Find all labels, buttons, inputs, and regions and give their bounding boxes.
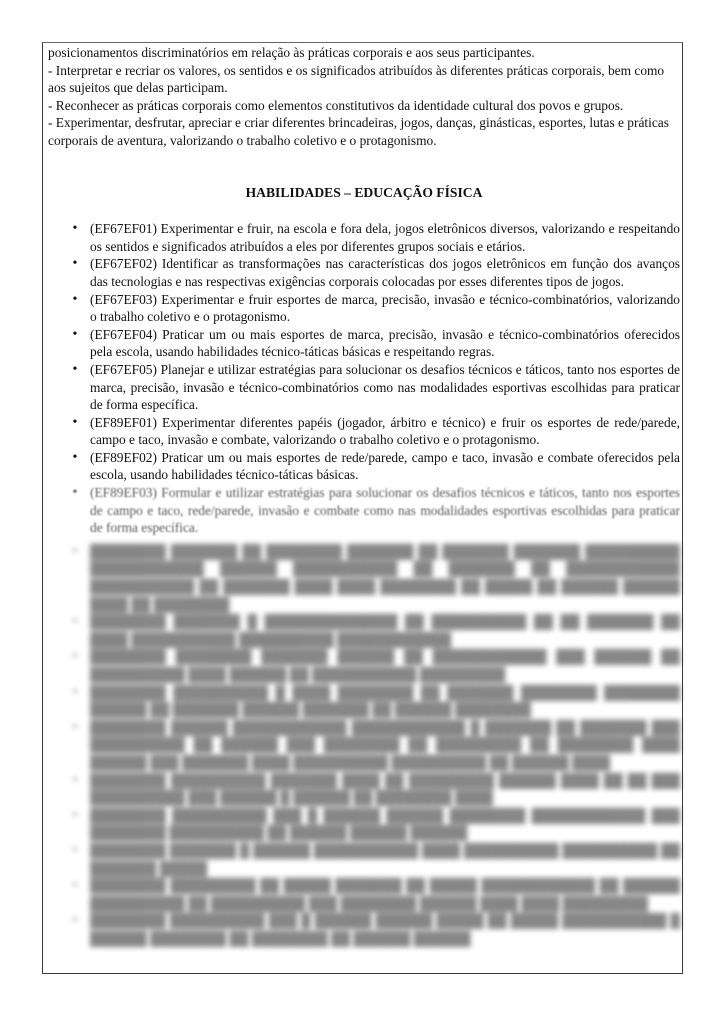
list-item	[72, 291, 680, 326]
list-item	[72, 484, 680, 537]
blurred-list-item: • ████████ ██████████ █ ████ ████████ ██ ███████ ████████ ████████ ██████ ██ ███████ ██████ ███████ ██ ██████ ████████	[90, 684, 680, 719]
blurred-list-item: • ████████ ███████ ██ ████████ ███████ ██ ███████ ███████ ██████████ ████████████ ██████ ███████████ ██ ███████ ██ ████████████ ███████████ ██ ███████ ████ ████ ████████ ██ █████ ██ ██████ ██████ ████ ██ ████████	[90, 543, 680, 613]
bullet-icon: •	[72, 485, 78, 501]
list-item-text: (EF89EF02) Praticar um ou mais esportes de rede/parede, campo e taco, invasão e combate oferecidos pela escola, usando habilidades técnico-táticas básicas.	[90, 449, 680, 483]
skills-list	[48, 220, 680, 537]
list-item	[72, 361, 680, 414]
bullet-icon: •	[72, 913, 78, 929]
list-item-text: (EF89EF03) Formular e utilizar estratégias para solucionar os desafios técnicos e táticos, tanto nos esportes de campo e taco, rede/parede, invasão e combate como nas modalidades esportivas escolhidas para praticar de forma específica.	[90, 485, 680, 536]
bullet-icon: •	[72, 361, 78, 377]
blurred-list-item: • ████████ ███████ █ ██████ ███████████ ████ ██████████ ██████████ ██ ███████ █████	[90, 842, 680, 877]
blurred-list-item: • ████████ ██████████ ███ █ ██████ ██████ █████ ██ █████ ███████████ █ ██████ ████████ ██ ████████ ██ ██████ ██████	[90, 912, 680, 947]
blurred-list-item: • ████████ ██████ ████████████ ████████████ █ ███████ ██ ███████ ███ ██████████ ██ ██████ ███ ████████ ██ █████████ ██ ████████ ████ ██████ ███ ███████ ████ ██████████ ██████████ ██ ██████ ████	[90, 719, 680, 772]
list-item-text: (EF67EF03) Experimentar e fruir esportes de marca, precisão, invasão e técnico-combinatórios, valorizando o trabalho coletivo e o protagonismo.	[90, 291, 680, 325]
intro-paragraph: - Experimentar, desfrutar, apreciar e criar diferentes brincadeiras, jogos, danças, ginásticas, esportes, lutas e práticas corporais de aventura, valorizando o trabalho coletivo e o protagonismo.	[48, 115, 669, 148]
page-content	[48, 44, 680, 948]
intro-section	[48, 44, 680, 150]
list-item-text: (EF67EF05) Planejar e utilizar estratégias para solucionar os desafios técnicos e táticos, tanto nos esportes de marca, precisão, invasão e técnico-combinatórios como nas modalidades esportivas escolhidas para praticar de forma específica.	[90, 361, 680, 413]
bullet-icon: •	[72, 256, 78, 272]
bullet-icon: •	[72, 878, 78, 894]
intro-paragraph: posicionamentos discriminatórios em relação às práticas corporais e aos seus participantes.	[48, 45, 535, 60]
intro-paragraph: - Interpretar e recriar os valores, os sentidos e os significados atribuídos às diferentes práticas corporais, bem como aos sujeitos que delas participam.	[48, 62, 665, 96]
list-item-text: (EF67EF04) Praticar um ou mais esportes de marca, precisão, invasão e técnico-combinatórios oferecidos pela escola, usando habilidades técnico-táticas básicas e respeitando regras.	[90, 326, 680, 360]
blurred-list-item: • ████████ ███████ █ ██████████████ ██ ██████████ ██ ██ ███████ ██ ████ ███████████ ██████████ ████████████	[90, 613, 680, 648]
list-item	[72, 449, 680, 484]
bullet-icon: •	[72, 543, 78, 559]
blurred-skills-list	[48, 543, 680, 948]
bullet-icon: •	[72, 649, 78, 665]
list-item	[72, 220, 680, 255]
intro-paragraph: - Reconhecer as práticas corporais como elementos constitutivos da identidade cultural dos povos e grupos.	[48, 97, 624, 113]
list-item-text: (EF89EF01) Experimentar diferentes papéis (jogador, árbitro e técnico) e fruir os esportes de rede/parede, campo e taco, invasão e combate, valorizando o trabalho coletivo e o protagonismo.	[90, 414, 680, 448]
list-item-text: (EF67EF02) Identificar as transformações nas características dos jogos eletrônicos em função dos avanços das tecnologias e nas respectivas exigências corporais colocadas por esses diferentes tipos de jogos.	[90, 256, 680, 289]
bullet-icon: •	[72, 449, 78, 465]
bullet-icon: •	[72, 221, 78, 237]
bullet-icon: •	[72, 614, 78, 630]
list-item	[72, 414, 680, 449]
bullet-icon: •	[72, 326, 78, 342]
list-item	[72, 255, 680, 290]
bullet-icon: •	[72, 414, 78, 430]
bullet-icon: •	[72, 684, 78, 700]
bullet-icon: •	[72, 842, 78, 858]
section-heading: HABILIDADES – EDUCAÇÃO FÍSICA	[245, 184, 483, 200]
bullet-icon: •	[72, 772, 78, 788]
blurred-list-item: • ████████ ██████████ ███████ ████ ██ █████████ ██████ ████ ██ ██ ███ ██████████ ███ ██████ █ ██████ ██ ████████ ████	[90, 772, 680, 807]
bullet-icon: •	[72, 291, 78, 307]
list-item	[72, 326, 680, 361]
blurred-list-item: • ████████ ██████████ ███ █ ██████ ██████ ████████ ████████████ ███ ████████ ██████████ ██ ██████ ██████ ██████	[90, 807, 680, 842]
blurred-list-item: • ████████ █████████ ██ █████ ███████ ██ █████ ████████████ ██ ██████ ██████████ ██ ██████████ ███ ████████ ██████ ████ ████ █████████	[90, 877, 680, 912]
list-item-text: (EF67EF01) Experimentar e fruir, na escola e fora dela, jogos eletrônicos diversos, valorizando e respeitando os sentidos e significados atribuídos a eles por diferentes grupos sociais e etários.	[90, 221, 680, 254]
blurred-list-item: • ████████ ████████ ███████ ██████ ██ ████████████ ███ ██████ ██ ██████████ ████ ██████ ██ ███████████ █████████	[90, 648, 680, 683]
bullet-icon: •	[72, 807, 78, 823]
bullet-icon: •	[72, 719, 78, 735]
